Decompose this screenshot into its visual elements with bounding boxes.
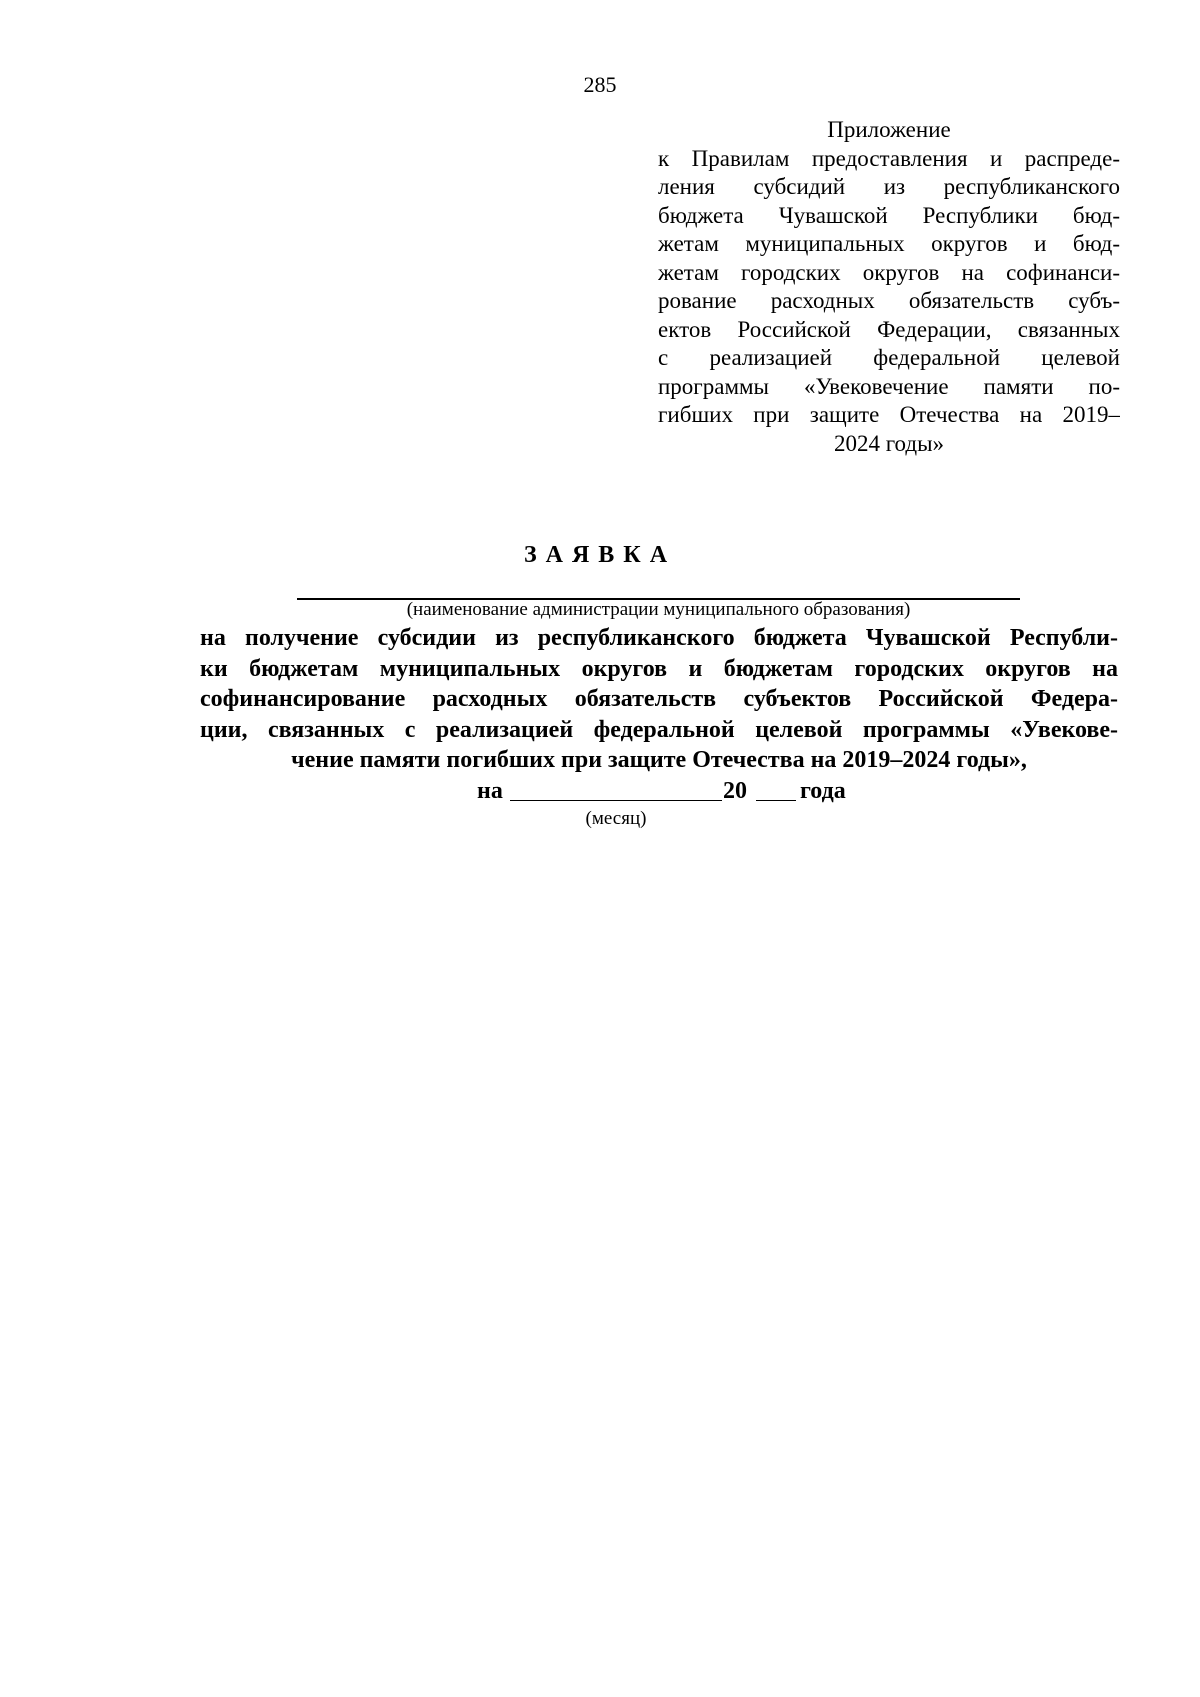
- month-blank-line: [510, 800, 722, 801]
- appendix-line: к Правилам предоставления и распреде-: [658, 145, 1120, 171]
- body-line: ки бюджетам муниципальных округов и бюджетам городских округов на: [200, 655, 1118, 682]
- page-number: 285: [583, 72, 617, 97]
- org-name-caption: (наименование администрации муниципального образования): [406, 599, 911, 620]
- appendix-line: жетам городских округов на софинанси-: [658, 259, 1120, 285]
- date-prefix: на: [477, 778, 503, 804]
- appendix-line: гибших при защите Отечества на 2019–: [658, 402, 1120, 427]
- year-suffix: года: [800, 778, 846, 804]
- month-caption: (месяц): [585, 808, 647, 829]
- body-line: чение памяти погибших при защите Отечества на 2019–2024 годы»,: [291, 747, 1027, 773]
- year-prefix: 20: [723, 778, 747, 804]
- appendix-line: программы «Увековечение памяти по-: [658, 373, 1120, 399]
- appendix-line: бюджета Чувашской Республики бюд-: [658, 202, 1120, 228]
- date-line: [0, 776, 1200, 806]
- body-line: ции, связанных с реализацией федеральной целевой программы «Увекове-: [200, 716, 1118, 743]
- appendix-line: рование расходных обязательств субъ-: [658, 288, 1120, 313]
- document-title: ЗАЯВКА: [523, 542, 677, 568]
- body-line: софинансирование расходных обязательств субъектов Российской Федера-: [200, 686, 1118, 712]
- appendix-line: 2024 годы»: [833, 430, 945, 456]
- appendix-line: с реализацией федеральной целевой: [658, 345, 1120, 370]
- appendix-heading: Приложение: [827, 117, 951, 142]
- appendix-line: ления субсидий из республиканского: [658, 174, 1120, 199]
- appendix-block: [658, 116, 1120, 458]
- year-blank-line: [756, 800, 796, 801]
- appendix-line: жетам муниципальных округов и бюд-: [658, 231, 1120, 256]
- appendix-line: ектов Российской Федерации, связанных: [658, 316, 1120, 342]
- body-line: на получение субсидии из республиканского бюджета Чувашской Республи-: [200, 625, 1118, 651]
- request-body: [200, 623, 1118, 776]
